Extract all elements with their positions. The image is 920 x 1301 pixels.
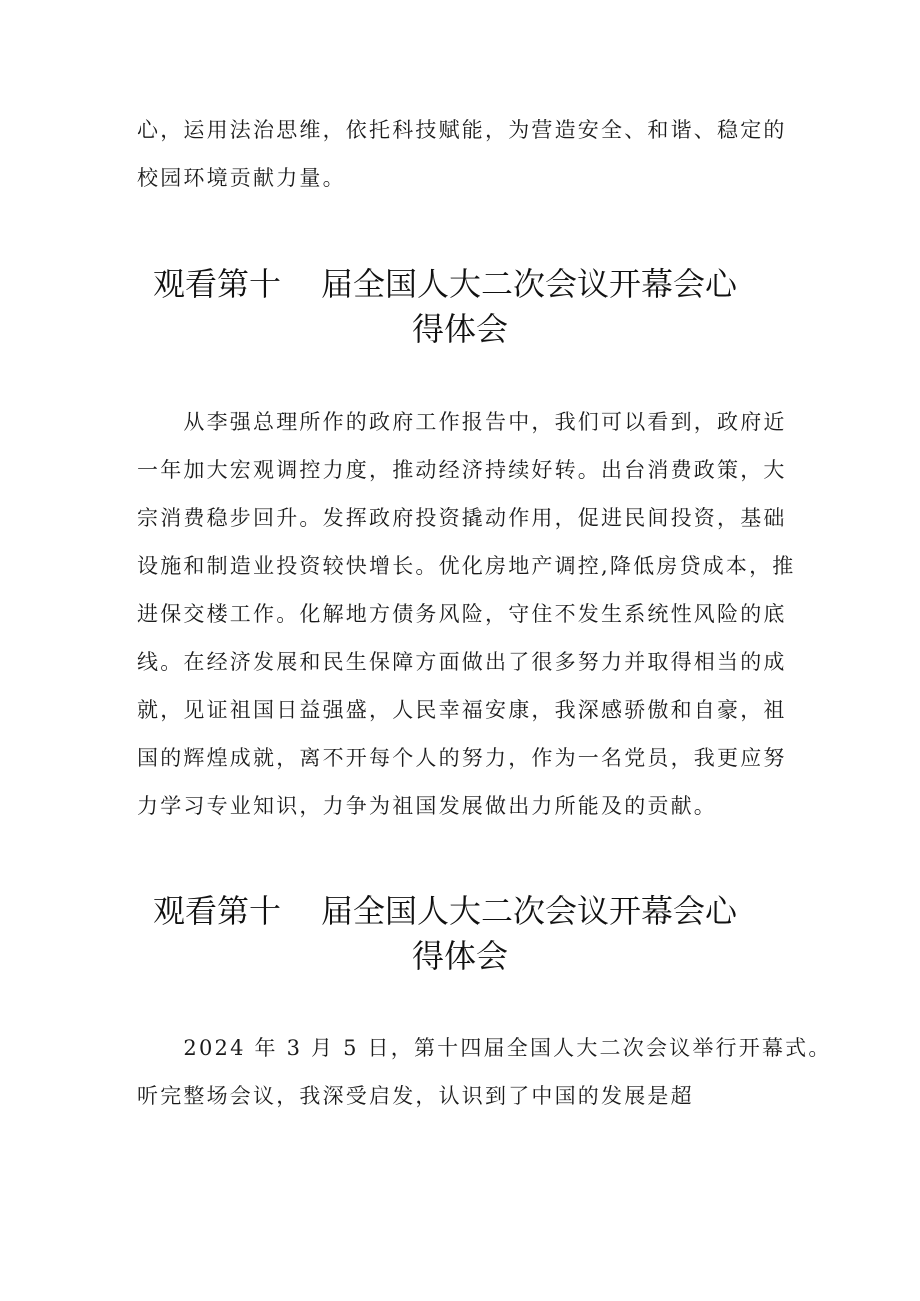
paragraph-line: 2024 年 3 月 5 日，第十四届全国人大二次会议举行开幕式。 [137, 1036, 832, 1060]
title-line-2: 得体会 [411, 310, 508, 348]
title-part-b: 届全国人大二次会议开幕会心 [321, 892, 738, 930]
paragraph-line: 心，运用法治思维，依托科技赋能，为营造安全、和谐、稳定的 [137, 118, 787, 142]
title-part-a: 观看第十 [152, 892, 281, 930]
section-2-title [0, 889, 920, 979]
paragraph-line: 校园环境贡献力量。 [137, 166, 346, 190]
paragraph-line: 进保交楼工作。化解地方债务风险，守住不发生系统性风险的底 [137, 602, 787, 626]
section-1-title [0, 262, 920, 352]
paragraph-line: 从李强总理所作的政府工作报告中，我们可以看到，政府近 [137, 410, 787, 434]
paragraph-line: 设施和制造业投资较快增长。优化房地产调控,降低房贷成本，推 [137, 554, 796, 578]
paragraph-line: 就，见证祖国日益强盛，人民幸福安康，我深感骄傲和自豪，祖 [137, 698, 787, 722]
paragraph-line: 听完整场会议，我深受启发，认识到了中国的发展是超 [137, 1084, 694, 1108]
paragraph-line: 力学习专业知识，力争为祖国发展做出力所能及的贡献。 [137, 794, 717, 818]
title-part-a: 观看第十 [152, 265, 281, 303]
title-line-2: 得体会 [411, 937, 508, 975]
paragraph-line: 一年加大宏观调控力度，推动经济持续好转。出台消费政策，大 [137, 458, 787, 482]
paragraph-line: 国的辉煌成就，离不开每个人的努力，作为一名党员，我更应努 [137, 746, 787, 770]
paragraph-line: 宗消费稳步回升。发挥政府投资撬动作用，促进民间投资，基础 [137, 506, 787, 530]
section-2-paragraph [137, 1024, 832, 1120]
section-1-paragraph [137, 398, 797, 830]
intro-paragraph [137, 106, 797, 202]
paragraph-line: 线。在经济发展和民生保障方面做出了很多努力并取得相当的成 [137, 650, 787, 674]
title-part-b: 届全国人大二次会议开幕会心 [321, 265, 738, 303]
